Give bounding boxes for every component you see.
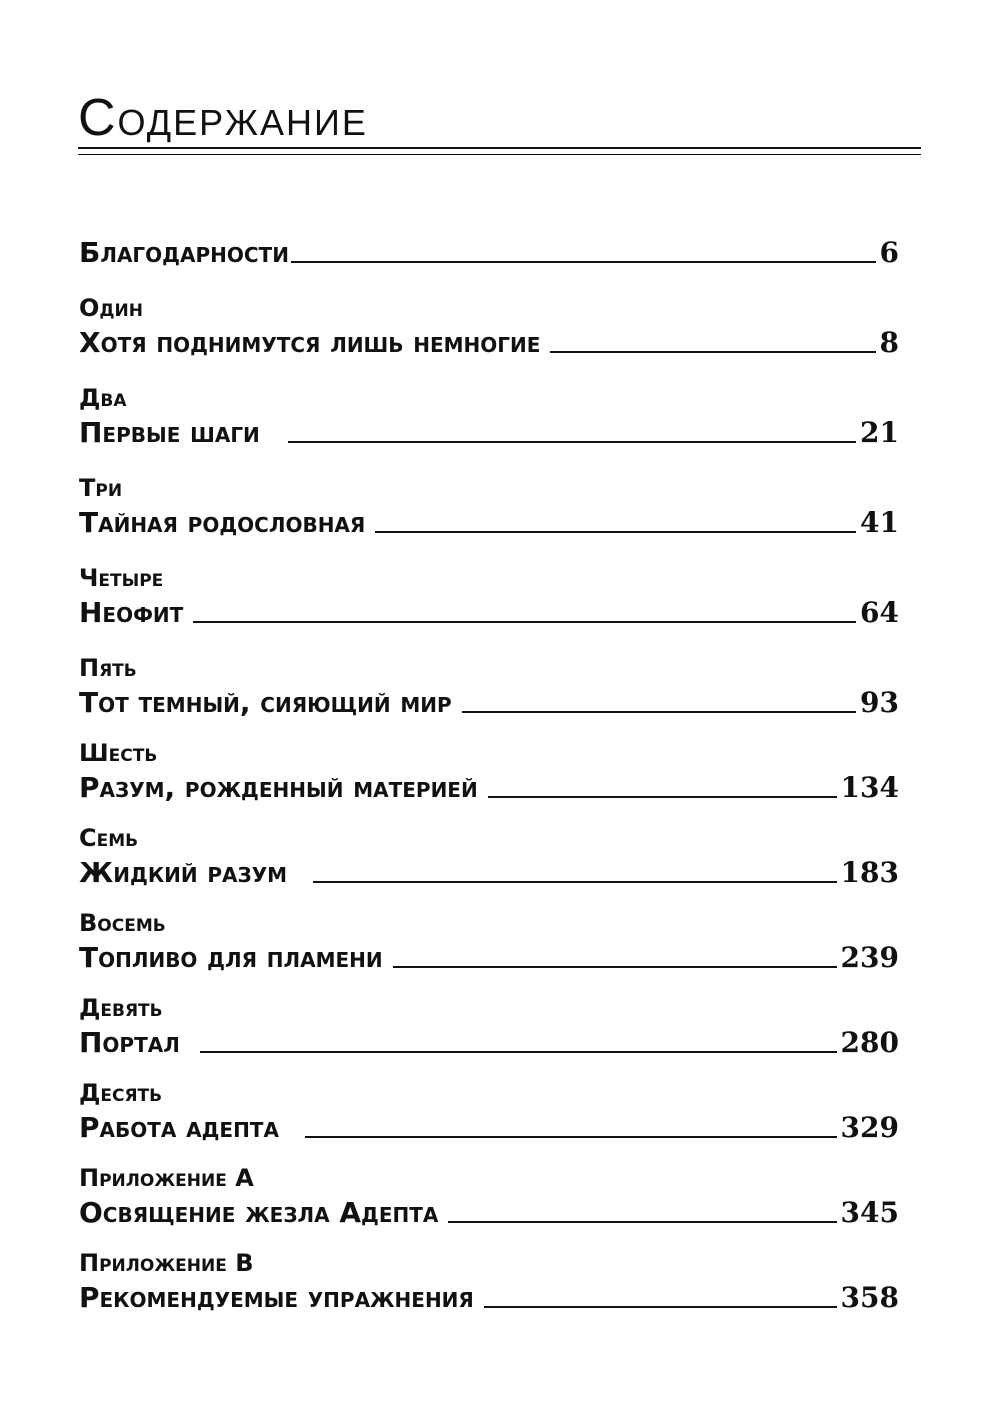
toc-entry-title: Освящение жезла Адепта (79, 1196, 439, 1229)
appendix-label: Приложение В (79, 1249, 254, 1277)
chapter-label: Шесть (79, 739, 158, 767)
toc-entry-page: 64 (860, 596, 899, 629)
toc-entry-title: Жидкий разум (79, 856, 288, 889)
chapter-label: Пять (79, 654, 137, 682)
page-title: Содержание (78, 89, 368, 147)
toc-entry-chapter-7[interactable] (79, 856, 899, 890)
toc-entry-title: Хотя поднимутся лишь немногие (79, 326, 541, 359)
toc-entry-chapter-2[interactable] (79, 416, 899, 450)
toc-entry-appendix-b[interactable] (79, 1281, 899, 1315)
dot-leader (550, 351, 875, 353)
appendix-label: Приложение А (79, 1164, 254, 1192)
dot-leader (291, 261, 876, 263)
toc-entry-chapter-6[interactable] (79, 771, 899, 805)
toc-entry-page: 280 (840, 1026, 899, 1059)
dot-leader (313, 881, 836, 883)
toc-entry-title: Тот темный, сияющий мир (79, 686, 452, 719)
chapter-label: Один (79, 294, 143, 322)
dot-leader (288, 441, 856, 443)
toc-entry-chapter-3[interactable] (79, 506, 899, 540)
dot-leader (462, 711, 856, 713)
chapter-label: Два (79, 384, 127, 412)
toc-entry-chapter-10[interactable] (79, 1111, 899, 1145)
toc-entry-title: Тайная родословная (79, 506, 366, 539)
chapter-label: Четыре (79, 564, 164, 592)
toc-entry-page: 93 (860, 686, 899, 719)
toc-entry-page: 183 (840, 856, 899, 889)
toc-entry-page: 8 (879, 326, 899, 359)
toc-entry-page: 6 (879, 236, 899, 269)
dot-leader (193, 621, 856, 623)
toc-entry-appendix-a[interactable] (79, 1196, 899, 1230)
chapter-label: Восемь (79, 909, 166, 937)
toc-entry-title: Первые шаги (79, 416, 260, 449)
toc-entry-page: 345 (840, 1196, 899, 1229)
table-of-contents (79, 0, 899, 1424)
chapter-label: Десять (79, 1079, 163, 1107)
dot-leader (200, 1051, 837, 1053)
dot-leader (488, 796, 837, 798)
toc-entry-title: Неофит (79, 596, 184, 629)
toc-entry-chapter-9[interactable] (79, 1026, 899, 1060)
dot-leader (393, 966, 837, 968)
toc-entry-title: Топливо для пламени (79, 941, 383, 974)
chapter-label: Девять (79, 994, 163, 1022)
toc-entry-page: 134 (840, 771, 899, 804)
toc-entry-chapter-1[interactable] (79, 326, 899, 360)
toc-entry-chapter-8[interactable] (79, 941, 899, 975)
toc-entry-page: 358 (840, 1281, 899, 1314)
toc-entry-title: Разум, рожденный материей (79, 771, 478, 804)
toc-entry-title: Благодарности (79, 236, 289, 269)
dot-leader (305, 1136, 837, 1138)
chapter-label: Семь (79, 824, 139, 852)
toc-entry-acknowledgements[interactable] (79, 236, 899, 270)
toc-entry-title: Рекомендуемые упражнения (79, 1281, 474, 1314)
dot-leader (484, 1306, 837, 1308)
dot-leader (375, 531, 856, 533)
toc-entry-chapter-4[interactable] (79, 596, 899, 630)
toc-entry-page: 239 (840, 941, 899, 974)
dot-leader (448, 1221, 836, 1223)
toc-entry-chapter-5[interactable] (79, 686, 899, 720)
chapter-label: Три (79, 474, 123, 502)
toc-entry-title: Работа адепта (79, 1111, 279, 1144)
toc-entry-page: 41 (860, 506, 899, 539)
toc-entry-page: 329 (840, 1111, 899, 1144)
toc-entry-title: Портал (79, 1026, 180, 1059)
toc-entry-page: 21 (860, 416, 899, 449)
